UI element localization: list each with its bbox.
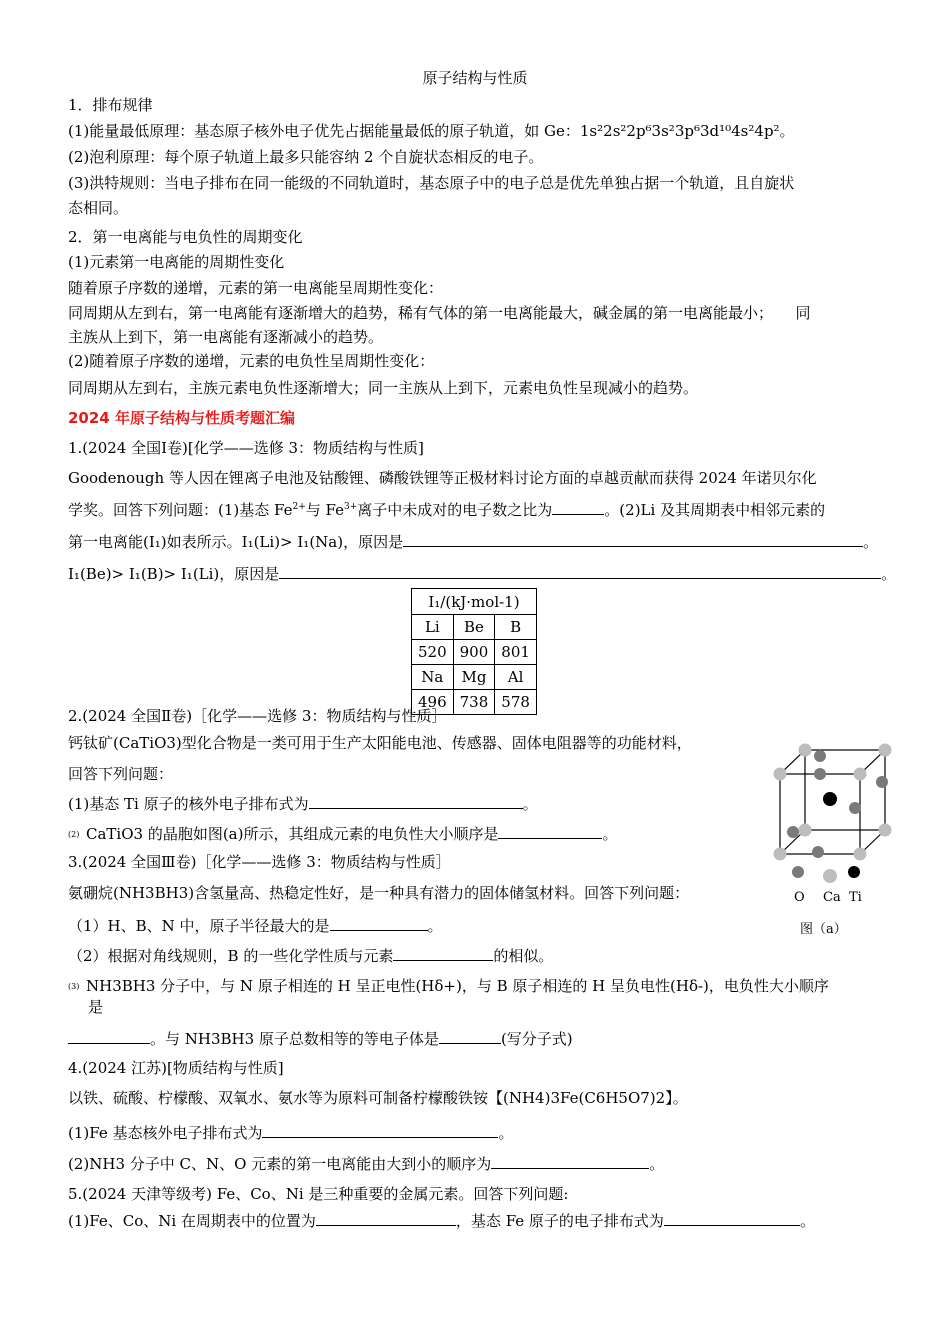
text-line: 随着原子序数的递增，元素的第一电离能呈周期性变化：	[68, 279, 444, 297]
rule-2: (2)泡利原理：每个原子轨道上最多只能容纳 2 个自旋状态相反的电子。	[68, 148, 544, 166]
ca-atom	[799, 824, 812, 837]
answer-blank[interactable]	[552, 498, 604, 515]
q4-line3: (2)NH3 分子中 C、N、O 元素的第一电离能由大到小的顺序为 。	[68, 1152, 880, 1174]
answer-blank[interactable]	[498, 822, 602, 839]
text-line: 同周期从左到右，第一电离能有逐渐增大的趋势，稀有气体的第一电离能最大，碱金属的第一电离能最小； 同	[68, 304, 811, 322]
ge-config: 1s²2s²2p⁶3s²3p⁶3d¹⁰4s²4p²。	[579, 122, 795, 140]
o-atom	[787, 826, 799, 838]
legend-ti-label: Ti	[849, 890, 862, 905]
o-atom	[814, 768, 826, 780]
text-line: 同周期从左到右，主族元素电负性逐渐增大；同一主族从上到下，元素电负性呈现减小的趋势。	[68, 379, 699, 397]
q3-line2: （1）H、B、N 中，原子半径最大的是 。	[68, 914, 880, 936]
q2-heading: 2.(2024 全国Ⅱ卷)［化学——选修 3：物质结构与性质］	[68, 707, 447, 725]
ionization-energy-table	[411, 588, 537, 715]
answer-blank[interactable]	[279, 562, 881, 579]
ca-atom	[799, 744, 812, 757]
q1-line4: I₁(Be)> I₁(B)> I₁(Li)，原因是 。	[68, 562, 880, 584]
rule-1: (1)能量最低原理：基态原子核外电子优先占据能量最低的原子轨道，如 Ge：1s²2s²2p⁶3s²3p⁶3d¹⁰4s²4p²。	[68, 122, 795, 140]
q3-line1: 氨硼烷(NH3BH3)含氢量高、热稳定性好，是一种具有潜力的固体储氢材料。回答下列问题：	[68, 884, 690, 902]
table-row: 496 738 578	[412, 690, 537, 715]
legend-o-label: O	[794, 890, 805, 905]
q1-line3: 第一电离能(I₁)如表所示。I₁(Li)> I₁(Na)，原因是 。	[68, 530, 880, 552]
q5-heading: 5.(2024 天津等级考) Fe、Co、Ni 是三种重要的金属元素。回答下列问题:	[68, 1185, 569, 1203]
o-atom	[849, 802, 861, 814]
answer-blank[interactable]	[491, 1152, 649, 1169]
q2-line2: 回答下列问题：	[68, 765, 174, 783]
subsection-ionization: (1)元素第一电离能的周期性变化	[68, 253, 285, 271]
o-atom	[876, 776, 888, 788]
answer-blank[interactable]	[262, 1121, 498, 1138]
q2-line1: 钙钛矿(CaTiO3)型化合物是一类可用于生产太阳能电池、传感器、固体电阻器等的功能材料，	[68, 734, 692, 752]
table-row: Na Mg Al	[412, 665, 537, 690]
q3-line4: (3) NH3BH3 分子中，与 N 原子相连的 H 呈正电性(Hδ+)，与 B 原子相连的 H 呈负电性(Hδ-)，电负性大小顺序	[68, 977, 829, 995]
q1-line2: 学奖。回答下列问题：(1)基态 $Fe^{2+}$与 $Fe^{3+}$离子中未成对的电子数之比为 。(2)Li 及其周期表中相邻元素的	[68, 498, 880, 520]
q2-line4: (2) CaTiO3 的晶胞如图(a)所示，其组成元素的电负性大小顺序是 。	[68, 822, 880, 845]
o-atom	[814, 750, 826, 762]
rule-3-line2: 态相同。	[68, 199, 129, 217]
answer-blank[interactable]	[316, 1209, 456, 1226]
answer-blank[interactable]	[309, 792, 523, 809]
section-1-heading: 1．排布规律	[68, 96, 153, 114]
figure-caption: 图（a）	[800, 922, 847, 937]
table-row: Li Be B	[412, 615, 537, 640]
q1-heading: 1.(2024 全国Ⅰ卷)[化学——选修 3：物质结构与性质]	[68, 439, 424, 457]
ca-atom	[879, 824, 892, 837]
ti-atom	[823, 792, 837, 806]
rule-3-line1: (3)洪特规则：当电子排布在同一能级的不同轨道时，基态原子中的电子总是优先单独占据一个轨道，且自旋状	[68, 174, 795, 192]
page-title: 原子结构与性质	[422, 69, 528, 87]
q1-line1: Goodenough 等人因在锂离子电池及钴酸锂、磷酸铁锂等正极材料讨论方面的卓越贡献而获得 2024 年诺贝尔化	[68, 469, 817, 487]
q3-line5: 是	[88, 998, 104, 1016]
q4-line1: 以铁、硫酸、柠檬酸、双氧水、氨水等为原料可制备柠檬酸铁铵【(NH4)3Fe(C6H5O7)2】。	[68, 1089, 688, 1107]
subsection-electronegativity: (2)随着原子序数的递增，元素的电负性呈周期性变化：	[68, 352, 435, 370]
answer-blank[interactable]	[664, 1209, 800, 1226]
answer-blank[interactable]	[68, 1027, 150, 1044]
q4-line2: (1)Fe 基态核外电子排布式为 。	[68, 1121, 880, 1143]
q3-line6: 。与 NH3BH3 原子总数相等的等电子体是 (写分子式)	[68, 1027, 880, 1049]
text-line: 主族从上到下，第一电离能有逐渐减小的趋势。	[68, 328, 384, 346]
answer-blank[interactable]	[439, 1027, 501, 1044]
legend-ca-label: Ca	[823, 890, 841, 905]
answer-blank[interactable]	[393, 944, 493, 961]
ca-atom	[879, 744, 892, 757]
q4-heading: 4.(2024 江苏)[物质结构与性质]	[68, 1059, 284, 1077]
ca-atom	[854, 768, 867, 781]
ca-atom	[774, 768, 787, 781]
answer-blank[interactable]	[403, 530, 863, 547]
table-header: I₁/(kJ·mol-1)	[412, 589, 537, 615]
q3-heading: 3.(2024 全国Ⅲ卷)［化学——选修 3：物质结构与性质］	[68, 853, 451, 871]
q5-line1: (1)Fe、Co、Ni 在周期表中的位置为 ，基态 Fe 原子的电子排布式为 。	[68, 1209, 880, 1231]
section-title: 2024 年原子结构与性质考题汇编	[68, 409, 295, 427]
q3-line3: （2）根据对角线规则，B 的一些化学性质与元素 的相似。	[68, 944, 880, 966]
table-row: 520 900 801	[412, 640, 537, 665]
answer-blank[interactable]	[330, 914, 428, 931]
section-2-heading: 2．第一电离能与电负性的周期变化	[68, 228, 303, 246]
q2-line3: (1)基态 Ti 原子的核外电子排布式为 。	[68, 792, 880, 814]
